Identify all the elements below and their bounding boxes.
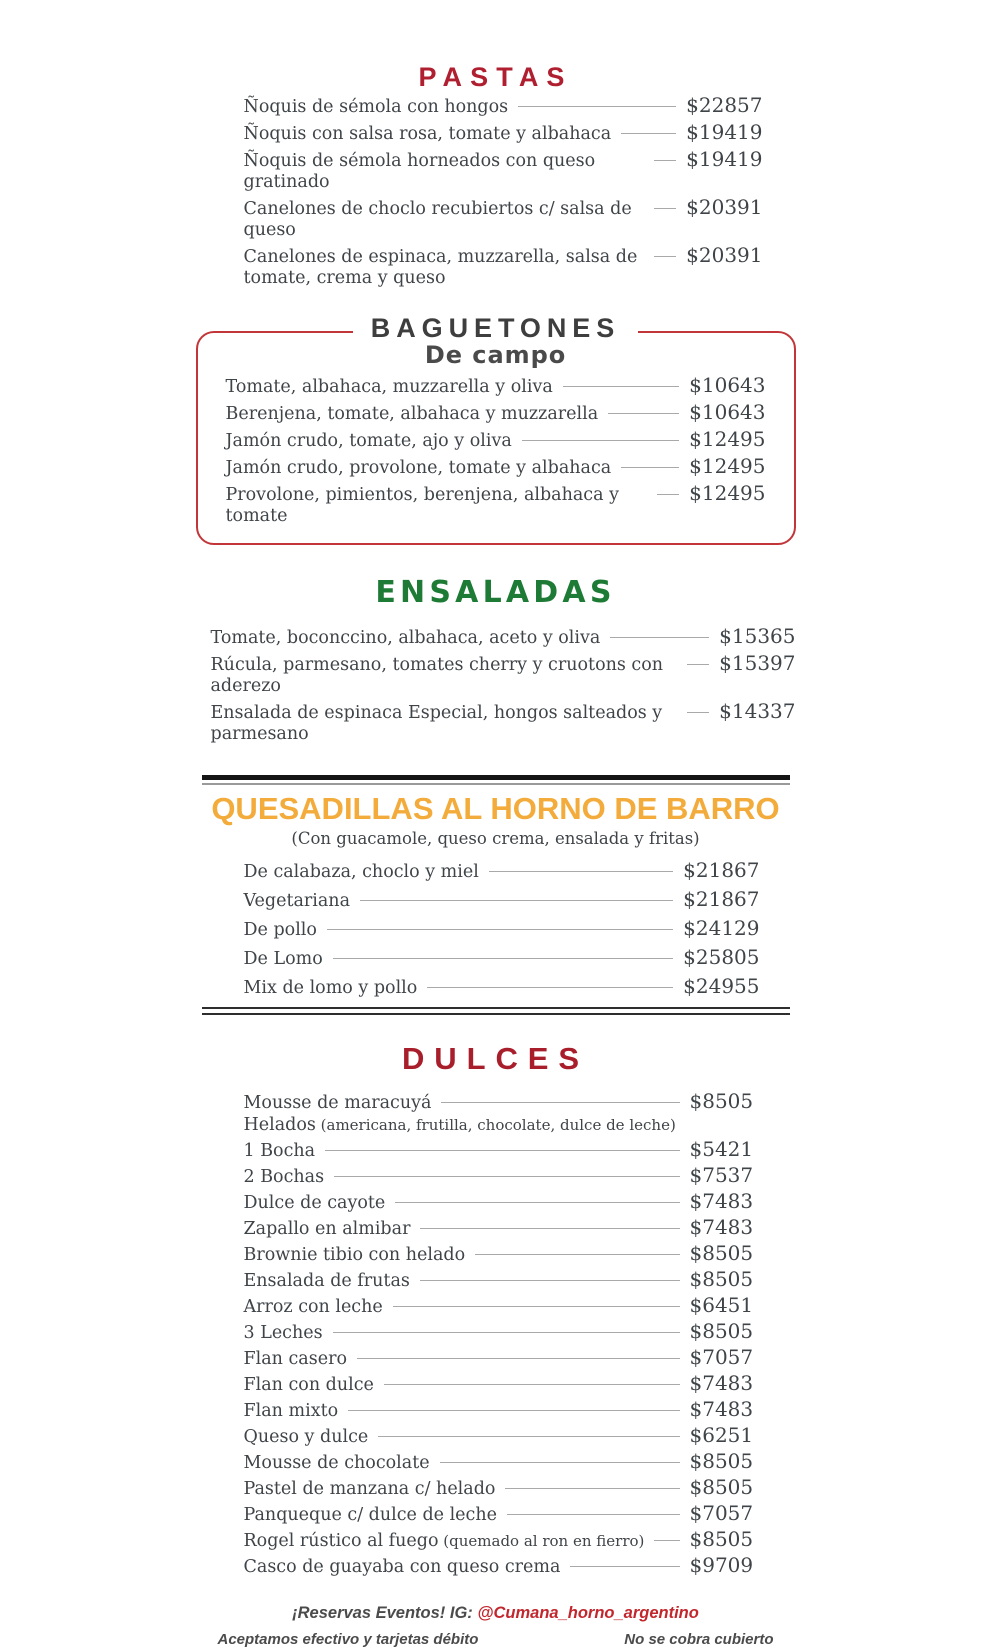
menu-item-name: Tomate, albahaca, muzzarella y oliva (225, 377, 553, 397)
menu-item-row (244, 887, 760, 912)
menu-item-price: $22857 (686, 93, 763, 117)
section-title-pastas: PASTAS (418, 62, 573, 92)
menu-item-price: $8505 (689, 1241, 754, 1265)
menu-item-price: $24129 (683, 916, 760, 940)
leader-line (610, 637, 709, 638)
menu-item-name: De calabaza, choclo y miel (243, 862, 479, 882)
menu-item-row (244, 1293, 760, 1318)
menu-item-price: $24955 (683, 974, 760, 998)
menu-item-price: $20391 (686, 195, 763, 219)
leader-line (621, 467, 679, 468)
menu-item-row (226, 427, 766, 452)
menu-item-name: 1 Bocha (243, 1141, 316, 1161)
leader-line (522, 440, 679, 441)
menu-page (196, 0, 796, 1648)
leader-line (393, 1306, 680, 1307)
menu-item-price: $19419 (686, 147, 763, 171)
menu-item-price: $7537 (689, 1163, 754, 1187)
leader-line (378, 1436, 679, 1437)
menu-item-name: Zapallo en almibar (243, 1219, 411, 1239)
footer-instagram-handle: @Cumana_horno_argentino (477, 1604, 699, 1622)
menu-item-name: Flan casero (243, 1349, 347, 1369)
leader-line (507, 1514, 680, 1515)
menu-item-name: Canelones de espinaca, muzzarella, salsa de tomate, crema y queso (243, 247, 638, 288)
section-subtitle-quesadillas: (Con guacamole, queso crema, ensalada y fritas) (291, 829, 700, 848)
leader-line (333, 958, 673, 959)
menu-item-name: Pastel de manzana c/ helado (243, 1479, 496, 1499)
footer-payment-note: Aceptamos efectivo y tarjetas débito (217, 1631, 479, 1648)
menu-item-name: Jamón crudo, provolone, tomate y albahaca (225, 458, 612, 478)
menu-item-name: Queso y dulce (243, 1427, 369, 1447)
menu-item-name: Mousse de maracuyá (243, 1093, 432, 1113)
menu-item-row (244, 1501, 760, 1526)
menu-item-name: Berenjena, tomate, albahaca y muzzarella (225, 404, 599, 424)
menu-item-price: $19419 (686, 120, 763, 144)
menu-item-name: Ensalada de espinaca Especial, hongos salteados y parmesano (210, 703, 663, 744)
menu-item-row (244, 1319, 760, 1344)
section-dulces (196, 1041, 796, 1578)
menu-item-price: $20391 (686, 243, 763, 267)
menu-item-row (244, 1137, 760, 1162)
menu-item-name: Helados (americana, frutilla, chocolate, dulce de leche) (243, 1115, 676, 1135)
menu-item-price: $21867 (683, 858, 760, 882)
menu-item-name: Flan mixto (243, 1401, 339, 1421)
menu-item-name: Mousse de chocolate (243, 1453, 430, 1473)
menu-item-price: $8505 (689, 1527, 754, 1551)
menu-item-row (244, 974, 760, 999)
menu-item-name: Provolone, pimientos, berenjena, albahaca y tomate (225, 485, 619, 526)
section-pastas (196, 62, 796, 289)
menu-item-row (226, 400, 766, 425)
menu-item-name: De pollo (243, 920, 317, 940)
section-subtitle-baguetones: De campo (424, 341, 567, 369)
menu-item-price: $12495 (689, 481, 766, 505)
menu-item-price: $8505 (689, 1267, 754, 1291)
leader-line (518, 106, 676, 107)
menu-item-name: Dulce de cayote (243, 1193, 386, 1213)
leader-line (420, 1280, 680, 1281)
leader-line (489, 871, 673, 872)
section-title-quesadillas: QUESADILLAS AL HORNO DE BARRO (211, 791, 780, 826)
menu-item-price: $8505 (689, 1089, 754, 1113)
menu-item-row (244, 195, 763, 241)
menu-item-name: Ñoquis de sémola horneados con queso gratinado (243, 151, 596, 192)
leader-line (357, 1358, 680, 1359)
leader-line (608, 413, 679, 414)
menu-item-price: $7057 (689, 1345, 754, 1369)
menu-item-name: Casco de guayaba con queso crema (243, 1557, 561, 1577)
menu-item-price: $8505 (689, 1449, 754, 1473)
leader-line (563, 386, 679, 387)
menu-item-name: 3 Leches (243, 1323, 323, 1343)
leader-line (657, 494, 679, 495)
menu-item-row (244, 916, 760, 941)
section-baguetones (196, 313, 796, 545)
menu-item-row (244, 1449, 760, 1474)
menu-item-price: $25805 (683, 945, 760, 969)
leader-line (687, 712, 709, 713)
menu-item-row (211, 699, 796, 745)
menu-item-name: Rúcula, parmesano, tomates cherry y cruotons con aderezo (210, 655, 664, 696)
footer-cubierto-note: No se cobra cubierto (624, 1631, 774, 1648)
section-ensaladas (196, 575, 796, 745)
footer-reservas-label: ¡Reservas Eventos! IG: (292, 1604, 478, 1622)
menu-item-row (244, 1371, 760, 1396)
menu-item-row (211, 651, 796, 697)
menu-item-row (244, 120, 763, 145)
menu-item-name: Panqueque c/ dulce de leche (243, 1505, 497, 1525)
section-title-baguetones (198, 313, 794, 344)
leader-line (687, 664, 709, 665)
menu-item-name: Rogel rústico al fuego (quemado al ron en fierro) (243, 1531, 645, 1551)
menu-item-price: $7483 (689, 1397, 754, 1421)
section-title-dulces: DULCES (402, 1041, 589, 1076)
leader-line (654, 208, 676, 209)
leader-line (360, 900, 673, 901)
section-quesadillas (196, 791, 796, 999)
menu-item-row (244, 1115, 760, 1136)
menu-item-price: $5421 (689, 1137, 754, 1161)
leader-line (475, 1254, 679, 1255)
menu-item-price: $12495 (689, 454, 766, 478)
leader-line (621, 133, 676, 134)
menu-item-row (244, 1423, 760, 1448)
menu-item-price: $6251 (689, 1423, 754, 1447)
menu-item-name: Arroz con leche (243, 1297, 383, 1317)
menu-item-note: (americana, frutilla, chocolate, dulce de leche) (315, 1116, 676, 1134)
menu-item-row (244, 945, 760, 970)
leader-line (427, 987, 673, 988)
leader-line (654, 160, 676, 161)
menu-item-row (244, 1345, 760, 1370)
menu-item-name: Brownie tibio con helado (243, 1245, 466, 1265)
leader-line (505, 1488, 679, 1489)
menu-item-name: Vegetariana (243, 891, 351, 911)
menu-item-price: $7483 (689, 1189, 754, 1213)
menu-item-row (226, 454, 766, 479)
menu-item-row (244, 1163, 760, 1188)
section-items-pastas (196, 93, 796, 289)
menu-item-name: Mix de lomo y pollo (243, 978, 418, 998)
menu-item-note: (quemado al ron en fierro) (438, 1532, 645, 1550)
menu-item-price: $9709 (689, 1553, 754, 1577)
menu-item-price: $7483 (689, 1215, 754, 1239)
menu-item-row (244, 1397, 760, 1422)
menu-item-name: 2 Bochas (243, 1167, 325, 1187)
leader-line (654, 1540, 679, 1541)
leader-line (325, 1150, 679, 1151)
menu-item-row (211, 624, 796, 649)
menu-item-row (244, 243, 763, 289)
menu-item-name: Ñoquis con salsa rosa, tomate y albahaca (243, 124, 612, 144)
menu-item-price: $7483 (689, 1371, 754, 1395)
leader-line (420, 1228, 679, 1229)
menu-item-row (244, 1475, 760, 1500)
menu-item-price: $15365 (719, 624, 796, 648)
menu-item-price: $10643 (689, 400, 766, 424)
menu-item-row (226, 373, 766, 398)
menu-item-price: $8505 (689, 1475, 754, 1499)
footer-notes (196, 1631, 796, 1648)
menu-item-row (226, 481, 766, 527)
leader-line (334, 1176, 679, 1177)
section-items-baguetones (224, 373, 768, 527)
leader-line (327, 929, 673, 930)
leader-line (440, 1462, 680, 1463)
menu-item-row (244, 1241, 760, 1266)
leader-line (384, 1384, 680, 1385)
menu-item-row (244, 1553, 760, 1578)
menu-item-price: $12495 (689, 427, 766, 451)
leader-line (654, 256, 676, 257)
menu-item-price: $14337 (719, 699, 796, 723)
menu-item-row (244, 147, 763, 193)
menu-item-price: $10643 (689, 373, 766, 397)
divider-heavy-top (202, 775, 790, 785)
menu-item-row (244, 93, 763, 118)
menu-item-price: $7057 (689, 1501, 754, 1525)
menu-item-price: $21867 (683, 887, 760, 911)
menu-item-name: Jamón crudo, tomate, ajo y oliva (225, 431, 512, 451)
footer-reservas (196, 1604, 796, 1623)
leader-line (570, 1566, 679, 1567)
menu-item-row (244, 1089, 760, 1114)
menu-item-row (244, 1527, 760, 1552)
menu-item-row (244, 858, 760, 883)
menu-item-row (244, 1189, 760, 1214)
menu-item-row (244, 1215, 760, 1240)
menu-item-price: $15397 (719, 651, 796, 675)
leader-line (333, 1332, 680, 1333)
menu-item-name: Ensalada de frutas (243, 1271, 410, 1291)
menu-item-name: Canelones de choclo recubiertos c/ salsa de queso (243, 199, 632, 240)
section-items-dulces (196, 1089, 796, 1578)
section-items-ensaladas (196, 624, 796, 745)
menu-item-name: Tomate, boconccino, albahaca, aceto y oliva (210, 628, 601, 648)
leader-line (348, 1410, 679, 1411)
menu-item-name: Ñoquis de sémola con hongos (243, 97, 509, 117)
menu-item-name: De Lomo (243, 949, 323, 969)
section-items-quesadillas (196, 858, 796, 999)
leader-line (395, 1202, 679, 1203)
leader-line (441, 1102, 679, 1103)
divider-double-bottom (202, 1007, 790, 1015)
section-title-baguetones-text: BAGUETONES (353, 313, 638, 343)
menu-item-name: Flan con dulce (243, 1375, 374, 1395)
menu-item-price: $8505 (689, 1319, 754, 1343)
section-title-ensaladas: ENSALADAS (375, 575, 616, 610)
menu-item-price: $6451 (689, 1293, 754, 1317)
